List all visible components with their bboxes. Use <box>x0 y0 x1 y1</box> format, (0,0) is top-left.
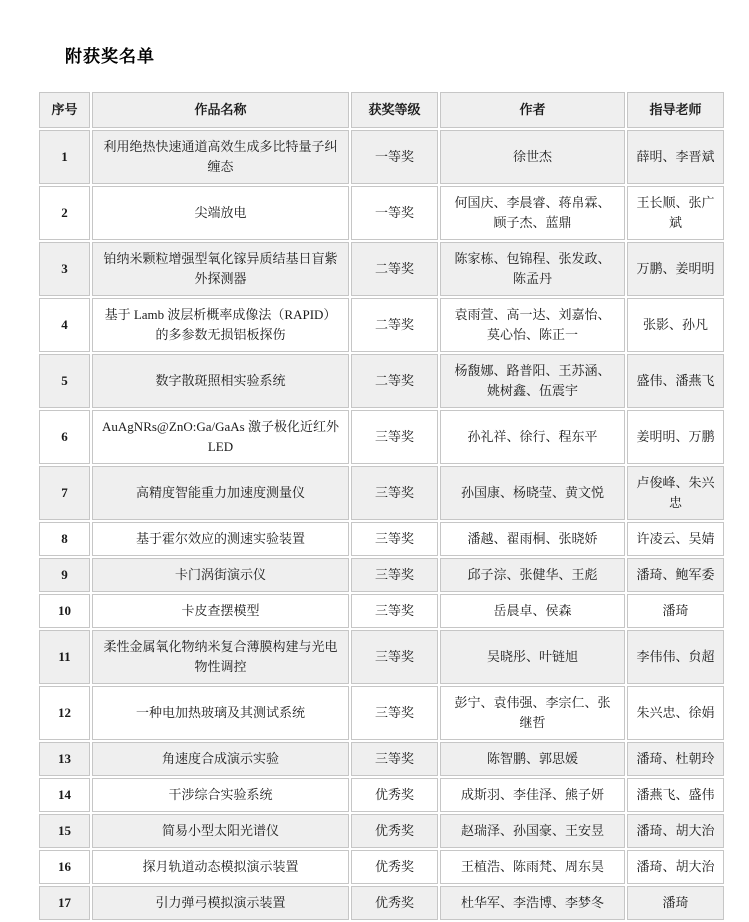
column-header-teachers: 指导老师 <box>627 92 724 128</box>
cell-authors: 吴晓彤、叶链旭 <box>440 630 625 684</box>
column-header-work: 作品名称 <box>92 92 349 128</box>
cell-award-level: 优秀奖 <box>351 814 438 848</box>
cell-award-level: 三等奖 <box>351 630 438 684</box>
cell-no: 12 <box>39 686 90 740</box>
table-row <box>39 778 724 812</box>
cell-no: 4 <box>39 298 90 352</box>
cell-authors: 赵瑞泽、孙国豪、王安昱 <box>440 814 625 848</box>
cell-teachers: 薛明、李晋斌 <box>627 130 724 184</box>
cell-no: 2 <box>39 186 90 240</box>
table-row <box>39 630 724 684</box>
table-row <box>39 814 724 848</box>
cell-work-name: 角速度合成演示实验 <box>92 742 349 776</box>
cell-work-name: 尖端放电 <box>92 186 349 240</box>
cell-award-level: 三等奖 <box>351 558 438 592</box>
cell-award-level: 二等奖 <box>351 298 438 352</box>
cell-no: 10 <box>39 594 90 628</box>
cell-teachers: 盛伟、潘燕飞 <box>627 354 724 408</box>
table-row <box>39 522 724 556</box>
cell-teachers: 王长顺、张广斌 <box>627 186 724 240</box>
cell-award-level: 三等奖 <box>351 522 438 556</box>
cell-authors: 彭宁、袁伟强、李宗仁、张继哲 <box>440 686 625 740</box>
cell-award-level: 三等奖 <box>351 742 438 776</box>
cell-authors: 何国庆、李晨睿、蒋帛霖、顾子杰、蓝鼎 <box>440 186 625 240</box>
cell-work-name: 干涉综合实验系统 <box>92 778 349 812</box>
cell-award-level: 优秀奖 <box>351 850 438 884</box>
cell-teachers: 姜明明、万鹏 <box>627 410 724 464</box>
cell-authors: 孙国康、杨晓莹、黄文悦 <box>440 466 625 520</box>
cell-authors: 陈智鹏、郭思媛 <box>440 742 625 776</box>
table-row <box>39 558 724 592</box>
cell-teachers: 潘琦 <box>627 886 724 920</box>
column-header-authors: 作者 <box>440 92 625 128</box>
cell-teachers: 潘燕飞、盛伟 <box>627 778 724 812</box>
cell-authors: 徐世杰 <box>440 130 625 184</box>
cell-teachers: 潘琦、杜朝玲 <box>627 742 724 776</box>
table-row <box>39 686 724 740</box>
cell-authors: 陈家栋、包锦程、张发政、陈孟丹 <box>440 242 625 296</box>
cell-authors: 孙礼祥、徐行、程东平 <box>440 410 625 464</box>
awards-table-header <box>39 92 724 128</box>
cell-work-name: 高精度智能重力加速度测量仪 <box>92 466 349 520</box>
cell-work-name: 柔性金属氧化物纳米复合薄膜构建与光电物性调控 <box>92 630 349 684</box>
cell-work-name: 基于霍尔效应的测速实验装置 <box>92 522 349 556</box>
cell-work-name: 利用绝热快速通道高效生成多比特量子纠缠态 <box>92 130 349 184</box>
cell-authors: 潘越、翟雨桐、张晓娇 <box>440 522 625 556</box>
cell-award-level: 一等奖 <box>351 130 438 184</box>
cell-teachers: 卢俊峰、朱兴忠 <box>627 466 724 520</box>
cell-work-name: 卡门涡街演示仪 <box>92 558 349 592</box>
cell-authors: 王植浩、陈雨梵、周东昊 <box>440 850 625 884</box>
cell-work-name: 铂纳米颗粒增强型氧化镓异质结基日盲紫外探测器 <box>92 242 349 296</box>
cell-award-level: 优秀奖 <box>351 886 438 920</box>
cell-no: 5 <box>39 354 90 408</box>
cell-award-level: 三等奖 <box>351 594 438 628</box>
cell-teachers: 张影、孙凡 <box>627 298 724 352</box>
table-row <box>39 850 724 884</box>
table-row <box>39 130 724 184</box>
cell-award-level: 三等奖 <box>351 466 438 520</box>
cell-no: 15 <box>39 814 90 848</box>
cell-no: 7 <box>39 466 90 520</box>
cell-authors: 邱子淙、张健华、王彪 <box>440 558 625 592</box>
cell-no: 3 <box>39 242 90 296</box>
cell-teachers: 许凌云、吴婧 <box>627 522 724 556</box>
cell-work-name: 基于 Lamb 波层析概率成像法（RAPID）的多参数无损铝板探伤 <box>92 298 349 352</box>
cell-work-name: 简易小型太阳光谱仪 <box>92 814 349 848</box>
cell-award-level: 二等奖 <box>351 354 438 408</box>
cell-teachers: 潘琦 <box>627 594 724 628</box>
cell-award-level: 一等奖 <box>351 186 438 240</box>
page-title: 附获奖名单 <box>65 47 155 66</box>
awards-table <box>37 90 726 922</box>
cell-work-name: AuAgNRs@ZnO:Ga/GaAs 激子极化近红外 LED <box>92 410 349 464</box>
cell-teachers: 李伟伟、贠超 <box>627 630 724 684</box>
table-row <box>39 242 724 296</box>
cell-award-level: 三等奖 <box>351 686 438 740</box>
awards-table-body <box>39 130 724 920</box>
cell-work-name: 探月轨道动态模拟演示装置 <box>92 850 349 884</box>
cell-no: 6 <box>39 410 90 464</box>
column-header-no: 序号 <box>39 92 90 128</box>
cell-no: 14 <box>39 778 90 812</box>
cell-no: 9 <box>39 558 90 592</box>
cell-teachers: 潘琦、鲍军委 <box>627 558 724 592</box>
cell-award-level: 优秀奖 <box>351 778 438 812</box>
cell-work-name: 一种电加热玻璃及其测试系统 <box>92 686 349 740</box>
cell-no: 17 <box>39 886 90 920</box>
table-row <box>39 298 724 352</box>
table-row <box>39 886 724 920</box>
cell-no: 13 <box>39 742 90 776</box>
cell-work-name: 引力弹弓模拟演示装置 <box>92 886 349 920</box>
column-header-award: 获奖等级 <box>351 92 438 128</box>
table-row <box>39 466 724 520</box>
cell-authors: 岳晨卓、侯森 <box>440 594 625 628</box>
header-row <box>39 92 724 128</box>
cell-authors: 袁雨萱、高一达、刘嘉怡、莫心怡、陈正一 <box>440 298 625 352</box>
cell-award-level: 三等奖 <box>351 410 438 464</box>
table-row <box>39 742 724 776</box>
cell-no: 1 <box>39 130 90 184</box>
cell-authors: 成斯羽、李佳泽、熊子妍 <box>440 778 625 812</box>
cell-authors: 杜华军、李浩博、李梦冬 <box>440 886 625 920</box>
cell-award-level: 二等奖 <box>351 242 438 296</box>
cell-authors: 杨馥娜、路普阳、王苏涵、姚树鑫、伍震宇 <box>440 354 625 408</box>
cell-teachers: 朱兴忠、徐娟 <box>627 686 724 740</box>
cell-no: 16 <box>39 850 90 884</box>
cell-teachers: 万鹏、姜明明 <box>627 242 724 296</box>
table-row <box>39 186 724 240</box>
table-row <box>39 594 724 628</box>
cell-work-name: 卡皮查摆模型 <box>92 594 349 628</box>
table-row <box>39 354 724 408</box>
cell-work-name: 数字散斑照相实验系统 <box>92 354 349 408</box>
cell-teachers: 潘琦、胡大治 <box>627 814 724 848</box>
cell-teachers: 潘琦、胡大治 <box>627 850 724 884</box>
cell-no: 11 <box>39 630 90 684</box>
table-row <box>39 410 724 464</box>
cell-no: 8 <box>39 522 90 556</box>
